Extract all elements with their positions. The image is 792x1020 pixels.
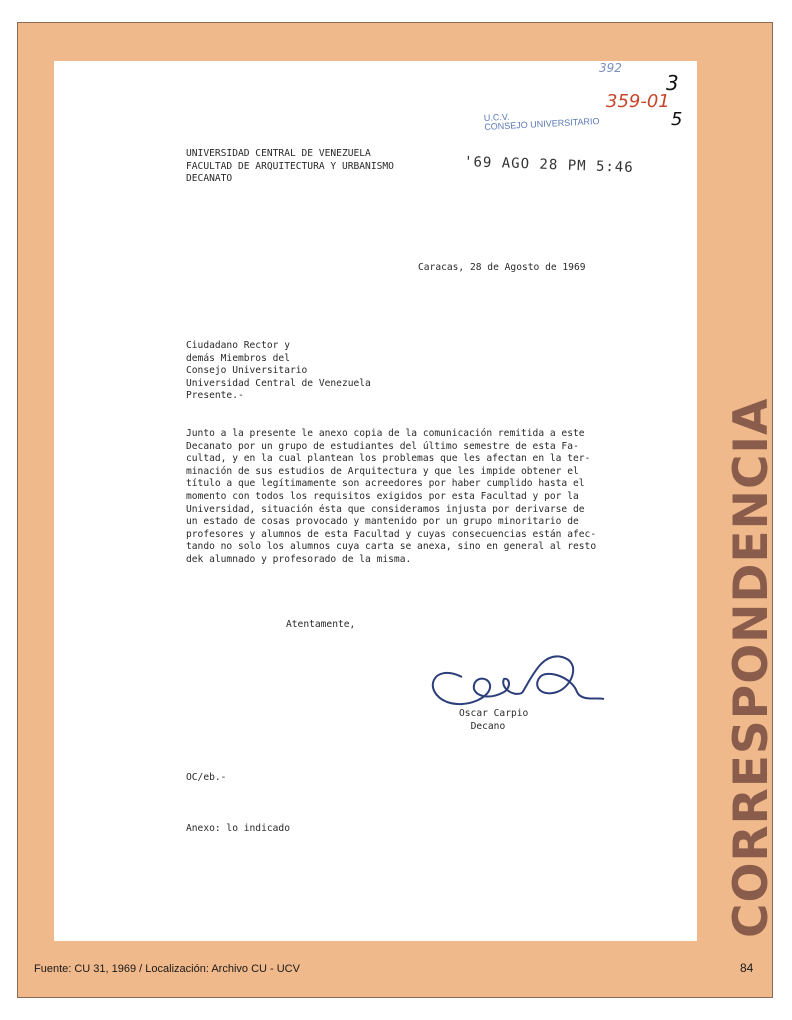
handwritten-number: 392 [599,61,622,75]
ucv-stamp: U.C.V. CONSEJO UNIVERSITARIO [483,111,600,133]
closing: Atentamente, [286,619,356,630]
handwritten-number: 359-01 [606,91,670,112]
handwritten-number: 5 [671,109,683,130]
signer-block [459,708,528,733]
reference-initials: OC/eb.- [186,772,227,783]
letter-scan [54,61,697,941]
recipient-block: Ciudadano Rector y demás Miembros del Consejo Universitario Universidad Central de Venezuela Presente.- [186,340,371,401]
page-number: 84 [740,961,754,975]
section-title: CORRESPONDENCIA [724,397,779,938]
handwritten-number: 3 [666,71,679,95]
page-frame [17,22,779,998]
annex-note: Anexo: lo indicado [186,823,290,834]
signer-title: Decano [470,720,506,732]
received-stamp: '69 AGO 28 PM 5:46 [463,154,634,176]
letter-body: Junto a la presente le anexo copia de la comunicación remitida a este Decanato por un grupo de estudiantes del último semestre de esta Fa- cultad, y en la cual plantean los problemas que les afectan en la ter- minación de sus estudios de Arquitectura y que les impide obtener el título a que legítimamente son acreedores por haber cumplido hasta el momento con todos los requisitos exigidos por esta Facultad y por la Universidad, situación ésta que consideramos injusta por derivarse de un estado de cosas provocado y mantenido por un grupo minoritario de profesores y alumnos de esta Facultad y cuyas consecuencias están afec- tando no solo los alumnos cuya carta se anexa, sino en general al resto dek alumnado y profesorado de la misma. [186,428,597,565]
signer-name: Oscar Carpio [459,708,529,719]
letterhead: UNIVERSIDAD CENTRAL DE VENEZUELA FACULTAD DE ARQUITECTURA Y URBANISMO DECANATO [186,148,394,184]
source-caption: Fuente: CU 31, 1969 / Localización: Archivo CU - UCV [34,963,300,975]
signature [422,647,612,717]
date-line: Caracas, 28 de Agosto de 1969 [418,262,586,273]
